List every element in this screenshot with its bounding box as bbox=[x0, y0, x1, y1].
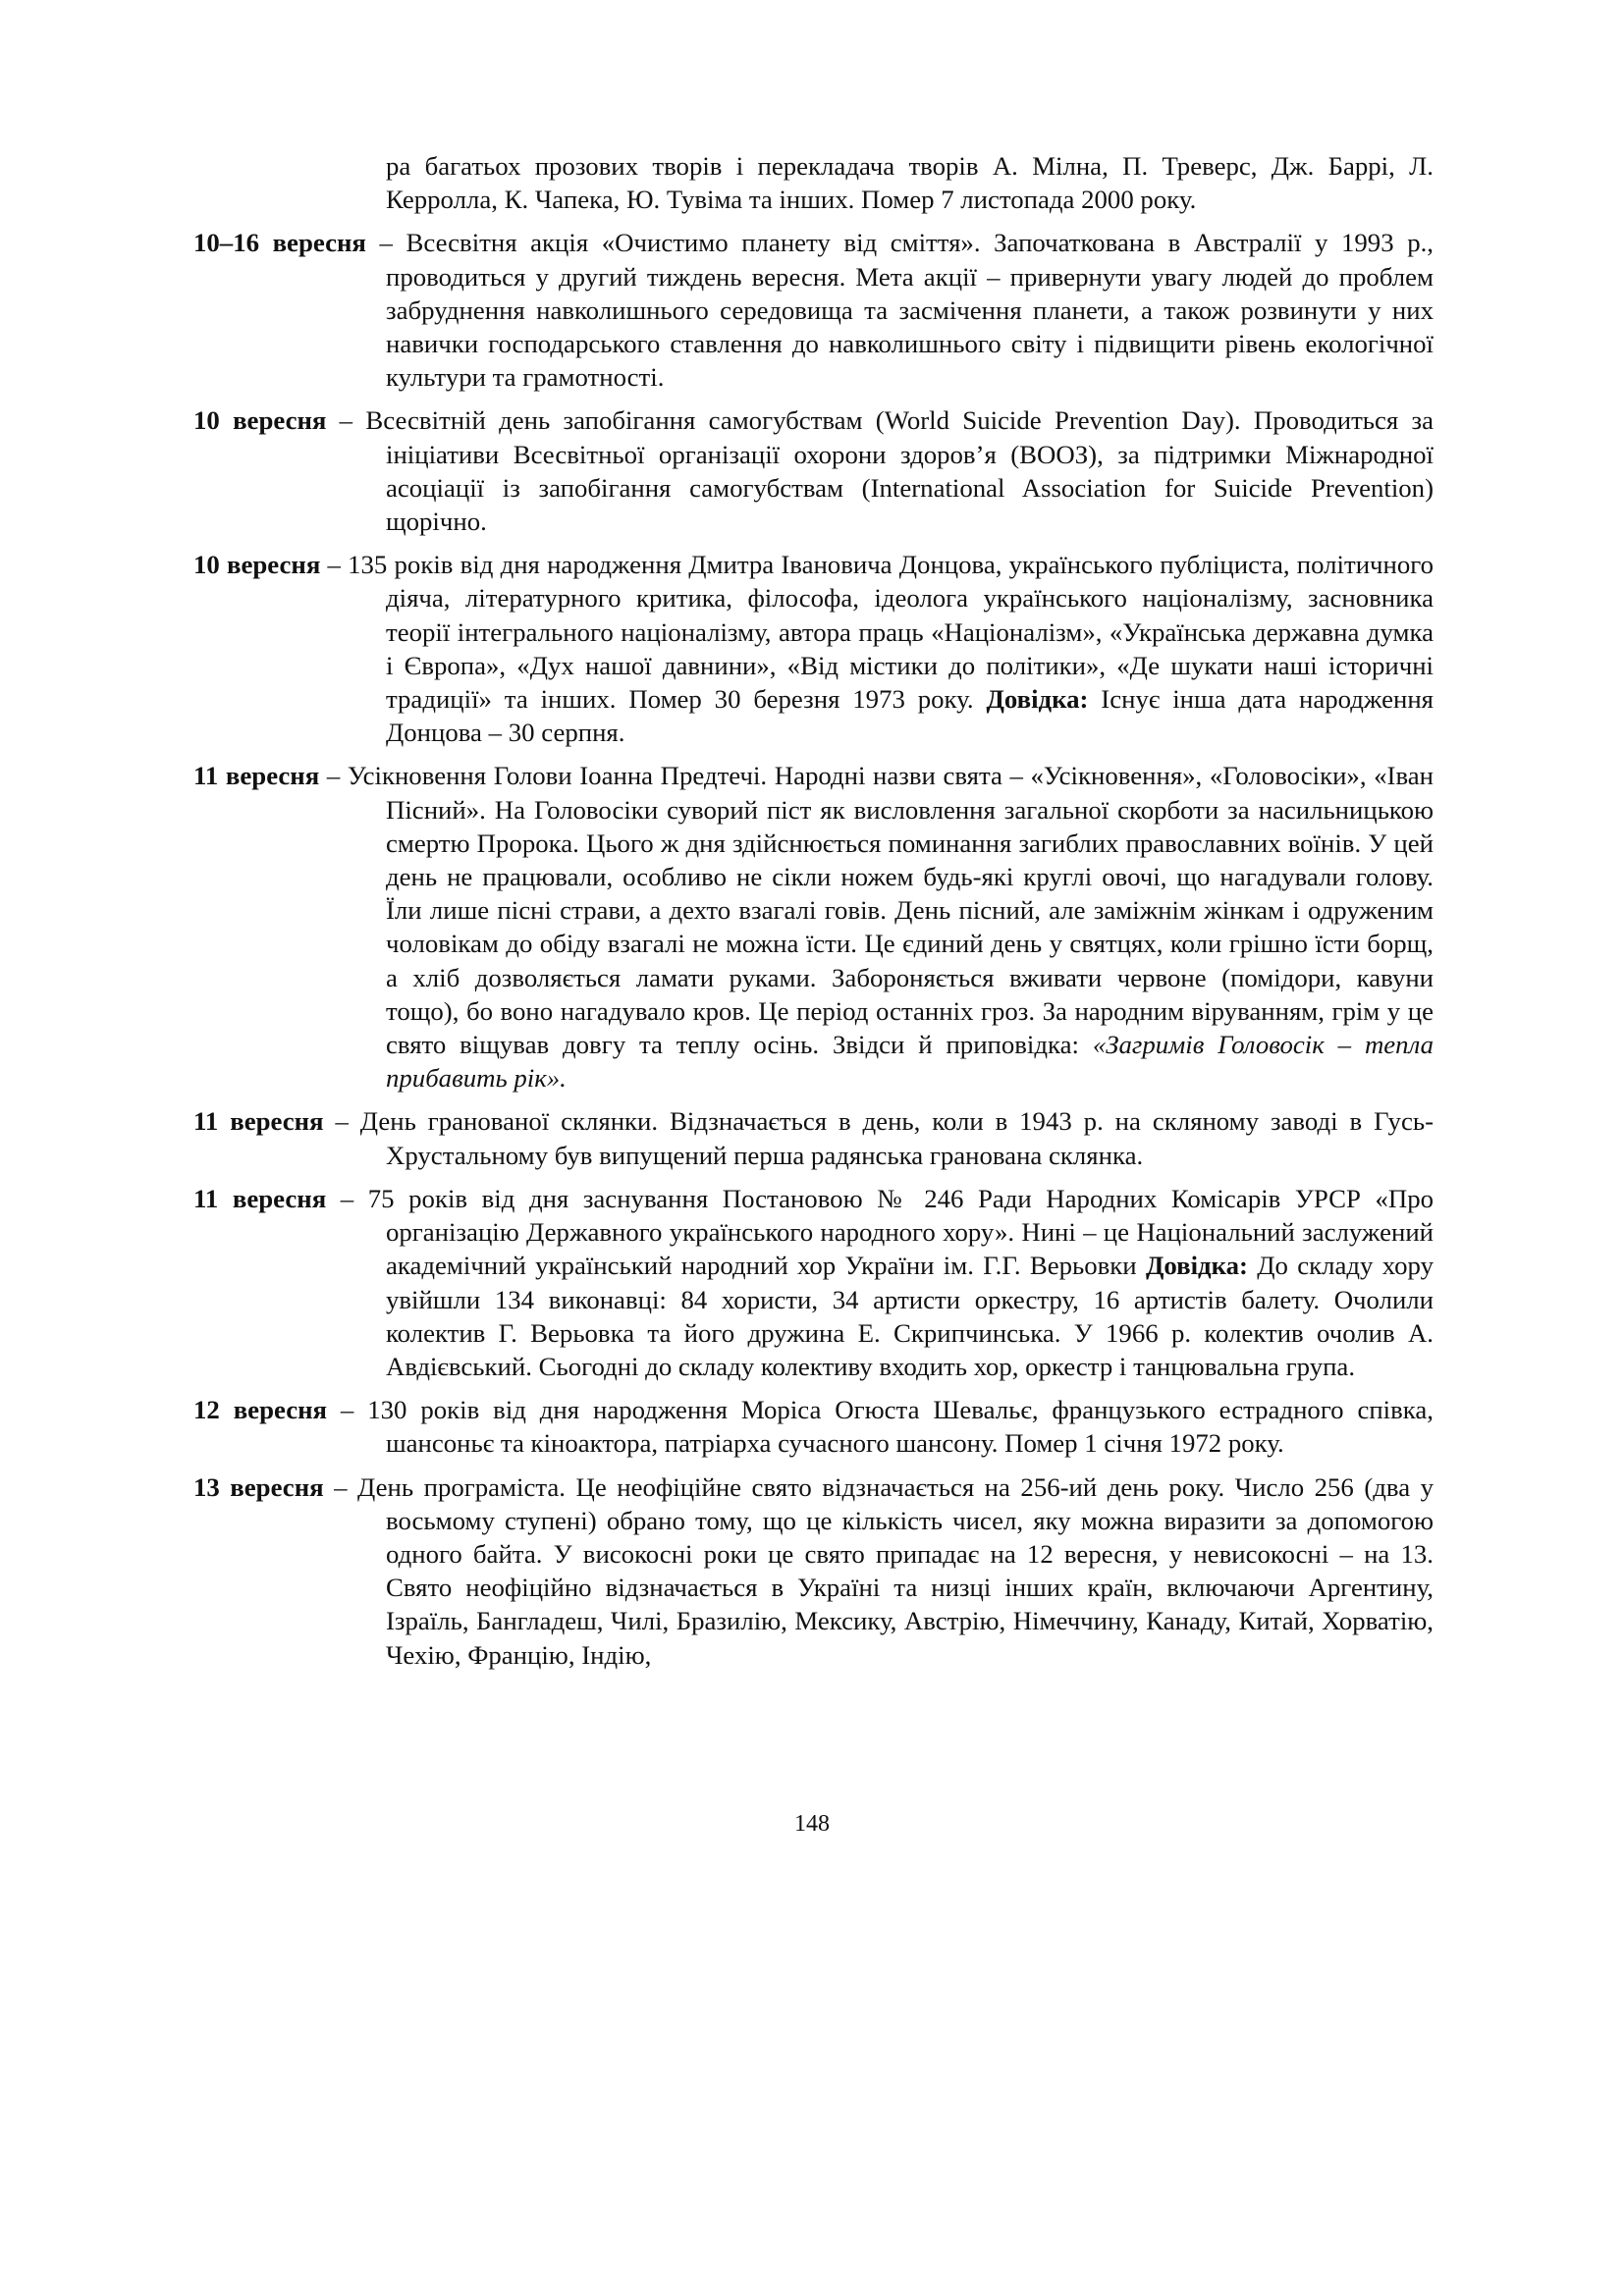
entry-beheading-john bbox=[193, 759, 1434, 1095]
intro-continuation: ра багатьох прозових творів і перекладача творів А. Мілна, П. Треверс, Дж. Баррі, Л. Керролла, К. Чапека, Ю. Тувіма та інших. Помер 7 листопада 2000 року. bbox=[386, 151, 1434, 215]
page-body bbox=[193, 149, 1434, 1682]
entry-date: 10–16 вересня bbox=[193, 228, 366, 258]
page-number: 148 bbox=[794, 1811, 830, 1837]
entry-saying: «Загримів Головосік – тепла прибавить рік». bbox=[386, 1030, 1434, 1094]
entry-text: – 130 років від дня народження Моріса Огюста Шевальє, французького естрадного співка, шансоньє та кіноактора, патріарха сучасного шансону. Помер 1 січня 1972 року. bbox=[327, 1395, 1434, 1459]
entry-text-after: Існує інша дата народження Донцова – 30 серпня. bbox=[386, 684, 1434, 748]
entry-text-after: До складу хору увійшли 134 виконавці: 84 хористи, 34 артисти оркестру, 16 артистів балету. Очолили колектив Г. Верьовка та його дружина Е. Скрипчинська. У 1966 р. колектив очолив А. Авдієвський. Сьогодні до складу колективу входить хор, оркестр і танцювальна група. bbox=[386, 1251, 1434, 1381]
entry-dontsov bbox=[193, 548, 1434, 749]
entry-text: – 135 років від дня народження Дмитра Івановича Донцова, українського публіциста, політичного діяча, літературного критика, філософа, ідеолога українського націоналізму, засновника теорії інтегрального націоналізму, автора праць «Націоналізм», «Українська державна думка і Європа», «Дух нашої давнини», «Від містики до політики», «Де шукати наші історичні традиції» та інших. Помер 30 березня 1973 року. bbox=[320, 550, 1434, 715]
entry-text: – 75 років від дня заснування Постановою № 246 Ради Народних Комісарів УРСР «Про організацію Державного українського народного хору». Нині – це Національний заслужений академічний український народний хор України ім. Г.Г. Верьовки bbox=[326, 1183, 1434, 1281]
entry-text: – Всесвітній день запобігання самогубствам (World Suicide Prevention Day). Проводиться за ініціативи Всесвітньої організації охорони здоров’я (ВООЗ), за підтримки Міжнародної асоціації із запобігання самогубствам (International Association for Suicide Prevention) щорічно. bbox=[326, 405, 1434, 537]
entry-folk-choir bbox=[193, 1182, 1434, 1383]
entry-faceted-glass-day bbox=[193, 1104, 1434, 1171]
entry-date: 10 вересня bbox=[193, 550, 321, 580]
entry-text: – День гранованої склянки. Відзначається в день, коли в 1943 р. на скляному заводі в Гусь-Хрустальному був випущений перша радянська гранована склянка. bbox=[323, 1106, 1434, 1170]
entry-cleanup-action bbox=[193, 226, 1434, 394]
entry-date: 10 вересня bbox=[193, 405, 327, 436]
entry-date: 11 вересня bbox=[193, 1106, 324, 1137]
entry-chevalier bbox=[193, 1393, 1434, 1460]
entry-text: – День програміста. Це неофіційне свято відзначається на 256-ий день року. Число 256 (два у восьмому ступені) обрано тому, що це кількість чисел, яку можна виразити за допомогою одного байта. У високосні роки це свято припадає на 12 вересня, у невисокосні – на 13. Свято неофіційно відзначається в Україні та низці інших країн, включаючи Аргентину, Ізраїль, Бангладеш, Чилі, Бразилію, Мексику, Австрію, Німеччину, Канаду, Китай, Хорватію, Чехію, Францію, Індію, bbox=[323, 1471, 1434, 1670]
entry-date: 12 вересня bbox=[193, 1395, 328, 1425]
reference-label: Довідка: bbox=[1145, 1251, 1248, 1281]
entry-suicide-prevention-day bbox=[193, 403, 1434, 538]
entry-text: – Усікновення Голови Іоанна Предтечі. Народні назви свята – «Усікновення», «Головосіки», «Іван Пісний». На Головосіки суворий піст як висловлення загальної скорботи за насильницькою смертю Пророка. Цього ж дня здійснюється поминання загиблих православних воїнів. У цей день не працювали, особливо не сікли ножем будь-які круглі овочі, що нагадували голову. Їли лише пісні страви, а дехто взагалі говів. День пісний, але заміжнім жінкам і одруженим чоловікам до обіду взагалі не можна їсти. Це єдиний день у святцях, коли грішно їсти борщ, а хліб дозволяється ламати руками. Забороняється вживати червоне (помідори, кавуни тощо), бо воно нагадувало кров. Це період останніх гроз. За народним віруванням, грім у це свято віщував довгу та теплу осінь. Звідси й приповідка: bbox=[319, 761, 1434, 1060]
entry-date: 11 вересня bbox=[193, 761, 320, 791]
entry-date: 11 вересня bbox=[193, 1183, 327, 1213]
entry-programmer-day bbox=[193, 1470, 1434, 1672]
entry-date: 13 вересня bbox=[193, 1471, 324, 1502]
reference-label: Довідка: bbox=[986, 684, 1089, 715]
entry-text: – Всесвітня акція «Очистимо планету від сміття». Започаткована в Австралії у 1993 р., проводиться у другий тиждень вересня. Мета акції – привернути увагу людей до проблем забруднення навколишнього середовища та засмічення планети, а також розвинути у них навички господарського ставлення до навколишнього світу і підвищити рівень екологічної культури та грамотності. bbox=[365, 228, 1434, 393]
